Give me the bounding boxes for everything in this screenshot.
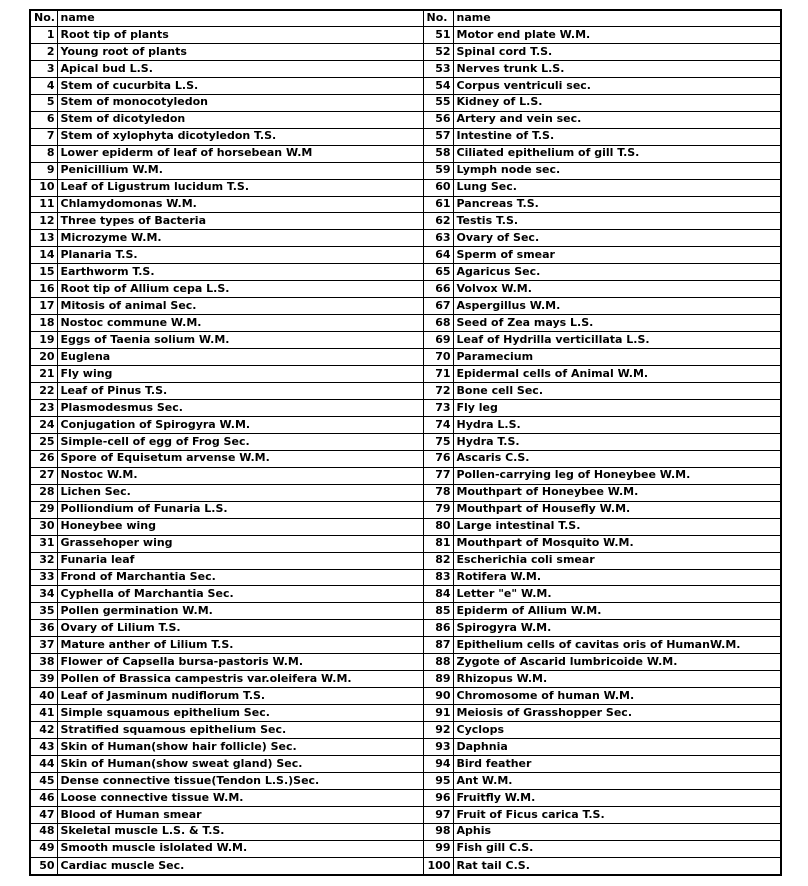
row-no-cell: 38 [30, 654, 57, 671]
row-no-cell: 19 [30, 332, 57, 349]
table-row [30, 247, 781, 264]
row-name-cell: Honeybee wing [57, 518, 423, 535]
row-no-cell: 90 [423, 688, 453, 705]
table-row [30, 213, 781, 230]
row-no-cell: 46 [30, 789, 57, 806]
row-name-cell: Bird feather [453, 755, 781, 772]
row-name-cell: Motor end plate W.M. [453, 27, 781, 44]
row-no-cell: 81 [423, 535, 453, 552]
row-name-cell: Funaria leaf [57, 552, 423, 569]
header-name-right: name [453, 10, 781, 27]
table-row [30, 654, 781, 671]
row-no-cell: 28 [30, 484, 57, 501]
row-no-cell: 10 [30, 179, 57, 196]
row-no-cell: 18 [30, 315, 57, 332]
row-no-cell: 4 [30, 77, 57, 94]
row-no-cell: 79 [423, 501, 453, 518]
row-no-cell: 42 [30, 722, 57, 739]
row-no-cell: 8 [30, 145, 57, 162]
row-name-cell: Leaf of Pinus T.S. [57, 383, 423, 400]
row-no-cell: 86 [423, 620, 453, 637]
row-no-cell: 7 [30, 128, 57, 145]
row-name-cell: Ciliated epithelium of gill T.S. [453, 145, 781, 162]
table-row [30, 196, 781, 213]
row-no-cell: 17 [30, 298, 57, 315]
row-no-cell: 68 [423, 315, 453, 332]
row-name-cell: Ovary of Sec. [453, 230, 781, 247]
table-row [30, 27, 781, 44]
table-row [30, 467, 781, 484]
row-no-cell: 47 [30, 806, 57, 823]
row-no-cell: 56 [423, 111, 453, 128]
row-name-cell: Lower epiderm of leaf of horsebean W.M [57, 145, 423, 162]
row-name-cell: Corpus ventriculi sec. [453, 77, 781, 94]
table-row [30, 620, 781, 637]
row-name-cell: Blood of Human smear [57, 806, 423, 823]
table-row [30, 315, 781, 332]
row-no-cell: 12 [30, 213, 57, 230]
row-name-cell: Skeletal muscle L.S. & T.S. [57, 823, 423, 840]
table-row [30, 688, 781, 705]
row-name-cell: Lymph node sec. [453, 162, 781, 179]
row-name-cell: Leaf of Jasminum nudiflorum T.S. [57, 688, 423, 705]
row-no-cell: 76 [423, 450, 453, 467]
table-row [30, 145, 781, 162]
row-name-cell: Earthworm T.S. [57, 264, 423, 281]
row-name-cell: Pollen-carrying leg of Honeybee W.M. [453, 467, 781, 484]
row-name-cell: Cyphella of Marchantia Sec. [57, 586, 423, 603]
table-row [30, 179, 781, 196]
header-no-left: No. [30, 10, 57, 27]
row-name-cell: Conjugation of Spirogyra W.M. [57, 416, 423, 433]
row-no-cell: 57 [423, 128, 453, 145]
row-no-cell: 44 [30, 755, 57, 772]
row-no-cell: 30 [30, 518, 57, 535]
row-name-cell: Aphis [453, 823, 781, 840]
table-row [30, 535, 781, 552]
table-row [30, 840, 781, 857]
row-no-cell: 80 [423, 518, 453, 535]
row-no-cell: 82 [423, 552, 453, 569]
table-row [30, 77, 781, 94]
row-no-cell: 95 [423, 772, 453, 789]
table-row [30, 366, 781, 383]
row-name-cell: Skin of Human(show sweat gland) Sec. [57, 755, 423, 772]
row-no-cell: 96 [423, 789, 453, 806]
row-no-cell: 54 [423, 77, 453, 94]
row-name-cell: Lichen Sec. [57, 484, 423, 501]
row-name-cell: Agaricus Sec. [453, 264, 781, 281]
row-no-cell: 77 [423, 467, 453, 484]
row-no-cell: 98 [423, 823, 453, 840]
row-name-cell: Epidermal cells of Animal W.M. [453, 366, 781, 383]
table-row [30, 739, 781, 756]
row-no-cell: 33 [30, 569, 57, 586]
row-no-cell: 64 [423, 247, 453, 264]
row-name-cell: Spinal cord T.S. [453, 43, 781, 60]
table-row [30, 501, 781, 518]
row-no-cell: 14 [30, 247, 57, 264]
row-no-cell: 65 [423, 264, 453, 281]
row-name-cell: Young root of plants [57, 43, 423, 60]
table-row [30, 823, 781, 840]
row-name-cell: Pollen of Brassica campestris var.oleifera W.M. [57, 671, 423, 688]
table-row [30, 43, 781, 60]
row-no-cell: 11 [30, 196, 57, 213]
row-name-cell: Planaria T.S. [57, 247, 423, 264]
row-name-cell: Spore of Equisetum arvense W.M. [57, 450, 423, 467]
header-no-right: No. [423, 10, 453, 27]
row-name-cell: Root tip of Allium cepa L.S. [57, 281, 423, 298]
row-no-cell: 49 [30, 840, 57, 857]
row-name-cell: Root tip of plants [57, 27, 423, 44]
row-name-cell: Mature anther of Lilium T.S. [57, 637, 423, 654]
row-no-cell: 32 [30, 552, 57, 569]
table-row [30, 755, 781, 772]
row-name-cell: Meiosis of Grasshopper Sec. [453, 705, 781, 722]
header-row [30, 10, 781, 27]
table-row [30, 60, 781, 77]
row-name-cell: Pancreas T.S. [453, 196, 781, 213]
row-name-cell: Bone cell Sec. [453, 383, 781, 400]
row-name-cell: Epithelium cells of cavitas oris of HumanW.M. [453, 637, 781, 654]
row-no-cell: 55 [423, 94, 453, 111]
row-name-cell: Cardiac muscle Sec. [57, 857, 423, 875]
row-no-cell: 13 [30, 230, 57, 247]
row-name-cell: Mouthpart of Housefly W.M. [453, 501, 781, 518]
row-no-cell: 78 [423, 484, 453, 501]
row-name-cell: Leaf of Hydrilla verticillata L.S. [453, 332, 781, 349]
row-no-cell: 99 [423, 840, 453, 857]
table-row [30, 518, 781, 535]
row-name-cell: Testis T.S. [453, 213, 781, 230]
row-name-cell: Cyclops [453, 722, 781, 739]
row-no-cell: 24 [30, 416, 57, 433]
row-name-cell: Eggs of Taenia solium W.M. [57, 332, 423, 349]
row-name-cell: Escherichia coli smear [453, 552, 781, 569]
row-no-cell: 85 [423, 603, 453, 620]
row-name-cell: Polliondium of Funaria L.S. [57, 501, 423, 518]
row-no-cell: 69 [423, 332, 453, 349]
row-name-cell: Mouthpart of Mosquito W.M. [453, 535, 781, 552]
row-name-cell: Hydra T.S. [453, 433, 781, 450]
row-no-cell: 25 [30, 433, 57, 450]
row-name-cell: Frond of Marchantia Sec. [57, 569, 423, 586]
row-name-cell: Stem of dicotyledon [57, 111, 423, 128]
table-row [30, 94, 781, 111]
row-name-cell: Simple squamous epithelium Sec. [57, 705, 423, 722]
row-no-cell: 35 [30, 603, 57, 620]
row-no-cell: 36 [30, 620, 57, 637]
row-name-cell: Skin of Human(show hair follicle) Sec. [57, 739, 423, 756]
table-row [30, 722, 781, 739]
table-row [30, 230, 781, 247]
row-name-cell: Kidney of L.S. [453, 94, 781, 111]
row-no-cell: 63 [423, 230, 453, 247]
row-name-cell: Chlamydomonas W.M. [57, 196, 423, 213]
table-row [30, 264, 781, 281]
row-name-cell: Artery and vein sec. [453, 111, 781, 128]
row-no-cell: 70 [423, 349, 453, 366]
row-no-cell: 61 [423, 196, 453, 213]
row-no-cell: 40 [30, 688, 57, 705]
row-no-cell: 84 [423, 586, 453, 603]
row-no-cell: 60 [423, 179, 453, 196]
row-name-cell: Nerves trunk L.S. [453, 60, 781, 77]
table-row [30, 383, 781, 400]
row-name-cell: Mouthpart of Honeybee W.M. [453, 484, 781, 501]
row-no-cell: 43 [30, 739, 57, 756]
row-name-cell: Stratified squamous epithelium Sec. [57, 722, 423, 739]
table-row [30, 789, 781, 806]
row-no-cell: 93 [423, 739, 453, 756]
row-no-cell: 89 [423, 671, 453, 688]
row-name-cell: Three types of Bacteria [57, 213, 423, 230]
row-no-cell: 88 [423, 654, 453, 671]
row-name-cell: Simple-cell of egg of Frog Sec. [57, 433, 423, 450]
row-name-cell: Chromosome of human W.M. [453, 688, 781, 705]
table-row [30, 281, 781, 298]
row-no-cell: 59 [423, 162, 453, 179]
row-name-cell: Rotifera W.M. [453, 569, 781, 586]
row-name-cell: Dense connective tissue(Tendon L.S.)Sec. [57, 772, 423, 789]
table-row [30, 433, 781, 450]
row-no-cell: 92 [423, 722, 453, 739]
row-no-cell: 50 [30, 857, 57, 875]
row-no-cell: 75 [423, 433, 453, 450]
header-name-left: name [57, 10, 423, 27]
row-name-cell: Aspergillus W.M. [453, 298, 781, 315]
row-name-cell: Euglena [57, 349, 423, 366]
row-name-cell: Fruit of Ficus carica T.S. [453, 806, 781, 823]
row-name-cell: Fish gill C.S. [453, 840, 781, 857]
row-no-cell: 51 [423, 27, 453, 44]
table-row [30, 162, 781, 179]
table-row [30, 637, 781, 654]
table-row [30, 298, 781, 315]
table-row [30, 671, 781, 688]
row-name-cell: Grassehoper wing [57, 535, 423, 552]
table-row [30, 705, 781, 722]
row-no-cell: 87 [423, 637, 453, 654]
row-name-cell: Volvox W.M. [453, 281, 781, 298]
row-no-cell: 100 [423, 857, 453, 875]
table-row [30, 857, 781, 875]
row-no-cell: 31 [30, 535, 57, 552]
row-no-cell: 53 [423, 60, 453, 77]
row-no-cell: 45 [30, 772, 57, 789]
row-name-cell: Stem of xylophyta dicotyledon T.S. [57, 128, 423, 145]
row-name-cell: Epiderm of Allium W.M. [453, 603, 781, 620]
row-no-cell: 3 [30, 60, 57, 77]
row-no-cell: 27 [30, 467, 57, 484]
row-name-cell: Penicillium W.M. [57, 162, 423, 179]
table-row [30, 484, 781, 501]
row-no-cell: 94 [423, 755, 453, 772]
row-no-cell: 1 [30, 27, 57, 44]
row-name-cell: Ascaris C.S. [453, 450, 781, 467]
row-name-cell: Nostoc commune W.M. [57, 315, 423, 332]
row-no-cell: 23 [30, 399, 57, 416]
row-name-cell: Paramecium [453, 349, 781, 366]
row-name-cell: Fly leg [453, 399, 781, 416]
row-name-cell: Sperm of smear [453, 247, 781, 264]
table-row [30, 111, 781, 128]
row-name-cell: Fruitfly W.M. [453, 789, 781, 806]
row-no-cell: 26 [30, 450, 57, 467]
table-row [30, 399, 781, 416]
table-row [30, 128, 781, 145]
row-name-cell: Mitosis of animal Sec. [57, 298, 423, 315]
row-no-cell: 16 [30, 281, 57, 298]
row-no-cell: 5 [30, 94, 57, 111]
table-row [30, 586, 781, 603]
table-row [30, 349, 781, 366]
row-no-cell: 39 [30, 671, 57, 688]
row-no-cell: 15 [30, 264, 57, 281]
row-name-cell: Rat tail C.S. [453, 857, 781, 875]
row-no-cell: 34 [30, 586, 57, 603]
row-name-cell: Stem of monocotyledon [57, 94, 423, 111]
row-name-cell: Ant W.M. [453, 772, 781, 789]
row-name-cell: Loose connective tissue W.M. [57, 789, 423, 806]
row-no-cell: 2 [30, 43, 57, 60]
row-no-cell: 22 [30, 383, 57, 400]
row-no-cell: 72 [423, 383, 453, 400]
row-no-cell: 83 [423, 569, 453, 586]
row-no-cell: 66 [423, 281, 453, 298]
row-no-cell: 6 [30, 111, 57, 128]
table-row [30, 772, 781, 789]
row-no-cell: 20 [30, 349, 57, 366]
row-no-cell: 29 [30, 501, 57, 518]
row-name-cell: Lung Sec. [453, 179, 781, 196]
row-name-cell: Large intestinal T.S. [453, 518, 781, 535]
table-row [30, 332, 781, 349]
table-row [30, 416, 781, 433]
row-name-cell: Fly wing [57, 366, 423, 383]
row-no-cell: 58 [423, 145, 453, 162]
row-name-cell: Flower of Capsella bursa-pastoris W.M. [57, 654, 423, 671]
row-no-cell: 73 [423, 399, 453, 416]
row-no-cell: 91 [423, 705, 453, 722]
row-name-cell: Nostoc W.M. [57, 467, 423, 484]
row-no-cell: 37 [30, 637, 57, 654]
table-row [30, 603, 781, 620]
row-name-cell: Pollen germination W.M. [57, 603, 423, 620]
row-name-cell: Rhizopus W.M. [453, 671, 781, 688]
row-name-cell: Seed of Zea mays L.S. [453, 315, 781, 332]
row-no-cell: 21 [30, 366, 57, 383]
table-row [30, 569, 781, 586]
table-body [30, 27, 781, 876]
row-no-cell: 67 [423, 298, 453, 315]
row-name-cell: Hydra L.S. [453, 416, 781, 433]
row-no-cell: 41 [30, 705, 57, 722]
row-name-cell: Plasmodesmus Sec. [57, 399, 423, 416]
row-name-cell: Zygote of Ascarid lumbricoide W.M. [453, 654, 781, 671]
table-row [30, 552, 781, 569]
table-row [30, 450, 781, 467]
row-no-cell: 71 [423, 366, 453, 383]
row-name-cell: Leaf of Ligustrum lucidum T.S. [57, 179, 423, 196]
row-no-cell: 48 [30, 823, 57, 840]
table-row [30, 806, 781, 823]
row-no-cell: 62 [423, 213, 453, 230]
row-no-cell: 52 [423, 43, 453, 60]
row-name-cell: Spirogyra W.M. [453, 620, 781, 637]
row-name-cell: Daphnia [453, 739, 781, 756]
row-name-cell: Intestine of T.S. [453, 128, 781, 145]
row-name-cell: Smooth muscle islolated W.M. [57, 840, 423, 857]
row-name-cell: Ovary of Lilium T.S. [57, 620, 423, 637]
row-no-cell: 74 [423, 416, 453, 433]
row-name-cell: Microzyme W.M. [57, 230, 423, 247]
row-no-cell: 9 [30, 162, 57, 179]
row-no-cell: 97 [423, 806, 453, 823]
row-name-cell: Apical bud L.S. [57, 60, 423, 77]
row-name-cell: Letter "e" W.M. [453, 586, 781, 603]
specimen-table [29, 9, 782, 876]
row-name-cell: Stem of cucurbita L.S. [57, 77, 423, 94]
